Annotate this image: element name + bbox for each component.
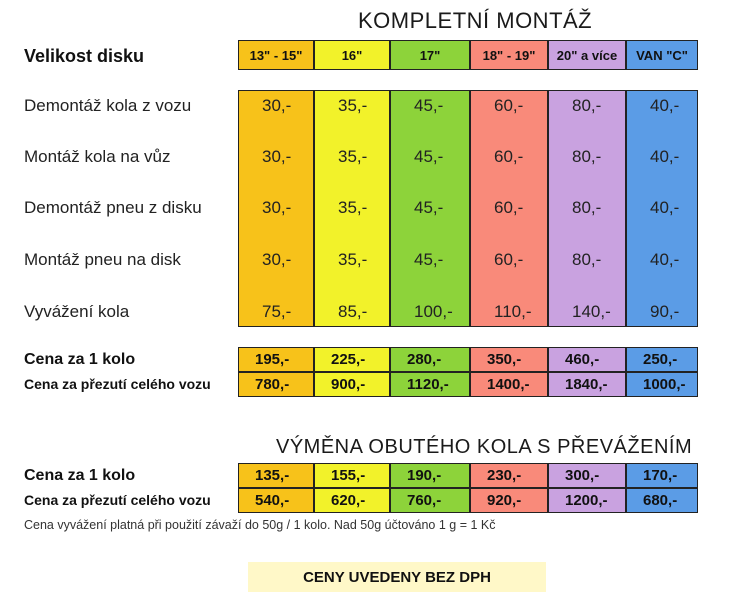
service-price-cell: 140,- [572, 302, 611, 321]
total-exchange-price-cell: 135,- [238, 463, 314, 488]
size-header-2: 17" [390, 40, 470, 70]
service-price-cell: 110,- [494, 302, 532, 321]
service-price-cell: 35,- [338, 147, 368, 166]
service-price-cell: 60,- [494, 250, 524, 269]
size-header-5: VAN "C" [626, 40, 698, 70]
total-exchange-price-cell: 620,- [314, 488, 390, 513]
total-exchange-price-cell: 680,- [626, 488, 698, 513]
service-price-cell: 60,- [494, 96, 524, 115]
service-price-cell: 45,- [414, 250, 444, 269]
service-price-cell: 40,- [650, 96, 680, 115]
title-kompletni-montaz: KOMPLETNÍ MONTÁŽ [358, 8, 593, 33]
total-full-price-cell: 250,- [626, 347, 698, 372]
service-label-3: Montáž pneu na disk [24, 250, 181, 269]
total-full-price-cell: 900,- [314, 372, 390, 397]
total-full-price-cell: 1120,- [390, 372, 470, 397]
service-price-cell: 75,- [262, 302, 292, 321]
total-exchange-price-cell: 190,- [390, 463, 470, 488]
service-price-cell: 80,- [572, 147, 602, 166]
size-header-0: 13" - 15" [238, 40, 314, 70]
total-exchange-price-cell: 760,- [390, 488, 470, 513]
service-price-cell: 100,- [414, 302, 453, 321]
service-price-cell: 80,- [572, 250, 602, 269]
service-price-cell: 40,- [650, 250, 680, 269]
service-price-cell: 40,- [650, 198, 680, 217]
total-full-label-1: Cena za přezutí celého vozu [24, 376, 211, 392]
footer-banner: CENY UVEDENY BEZ DPH [248, 562, 546, 592]
total-exchange-price-cell: 540,- [238, 488, 314, 513]
service-label-1: Montáž kola na vůz [24, 147, 171, 166]
service-label-2: Demontáž pneu z disku [24, 198, 202, 217]
weight-note: Cena vyvážení platná při použití závaží do 50g / 1 kolo. Nad 50g účtováno 1 g = 1 Kč [24, 518, 496, 532]
total-exchange-price-cell: 920,- [470, 488, 548, 513]
size-header-4: 20" a více [548, 40, 626, 70]
service-price-cell: 30,- [262, 250, 292, 269]
total-exchange-price-cell: 170,- [626, 463, 698, 488]
service-price-cell: 45,- [414, 96, 444, 115]
total-full-price-cell: 460,- [548, 347, 626, 372]
total-full-price-cell: 1400,- [470, 372, 548, 397]
total-exchange-price-cell: 155,- [314, 463, 390, 488]
service-price-cell: 45,- [414, 147, 444, 166]
service-price-cell: 80,- [572, 198, 602, 217]
total-full-price-cell: 1000,- [626, 372, 698, 397]
service-label-4: Vyvážení kola [24, 302, 130, 321]
total-full-price-cell: 195,- [238, 347, 314, 372]
service-price-cell: 30,- [262, 96, 292, 115]
service-price-cell: 35,- [338, 198, 368, 217]
service-price-cell: 85,- [338, 302, 368, 321]
service-price-cell: 80,- [572, 96, 602, 115]
service-price-cell: 45,- [414, 198, 444, 217]
total-full-price-cell: 350,- [470, 347, 548, 372]
title-vymena: VÝMĚNA OBUTÉHO KOLA S PŘEVÁŽENÍM [276, 436, 693, 458]
total-exchange-price-cell: 230,- [470, 463, 548, 488]
service-price-cell: 60,- [494, 198, 524, 217]
service-price-cell: 40,- [650, 147, 680, 166]
size-label: Velikost disku [24, 46, 145, 66]
total-exchange-price-cell: 1200,- [548, 488, 626, 513]
service-price-cell: 90,- [650, 302, 680, 321]
total-exchange-label-1: Cena za přezutí celého vozu [24, 492, 211, 508]
total-full-price-cell: 280,- [390, 347, 470, 372]
service-price-cell: 35,- [338, 250, 368, 269]
service-price-cell: 30,- [262, 147, 292, 166]
service-price-cell: 35,- [338, 96, 368, 115]
size-header-3: 18" - 19" [470, 40, 548, 70]
total-full-price-cell: 225,- [314, 347, 390, 372]
service-label-0: Demontáž kola z vozu [24, 96, 192, 115]
total-full-price-cell: 780,- [238, 372, 314, 397]
service-price-cell: 30,- [262, 198, 292, 217]
total-exchange-label-0: Cena za 1 kolo [24, 467, 136, 484]
total-exchange-price-cell: 300,- [548, 463, 626, 488]
total-full-label-0: Cena za 1 kolo [24, 351, 136, 368]
total-full-price-cell: 1840,- [548, 372, 626, 397]
service-price-cell: 60,- [494, 147, 524, 166]
size-header-1: 16" [314, 40, 390, 70]
